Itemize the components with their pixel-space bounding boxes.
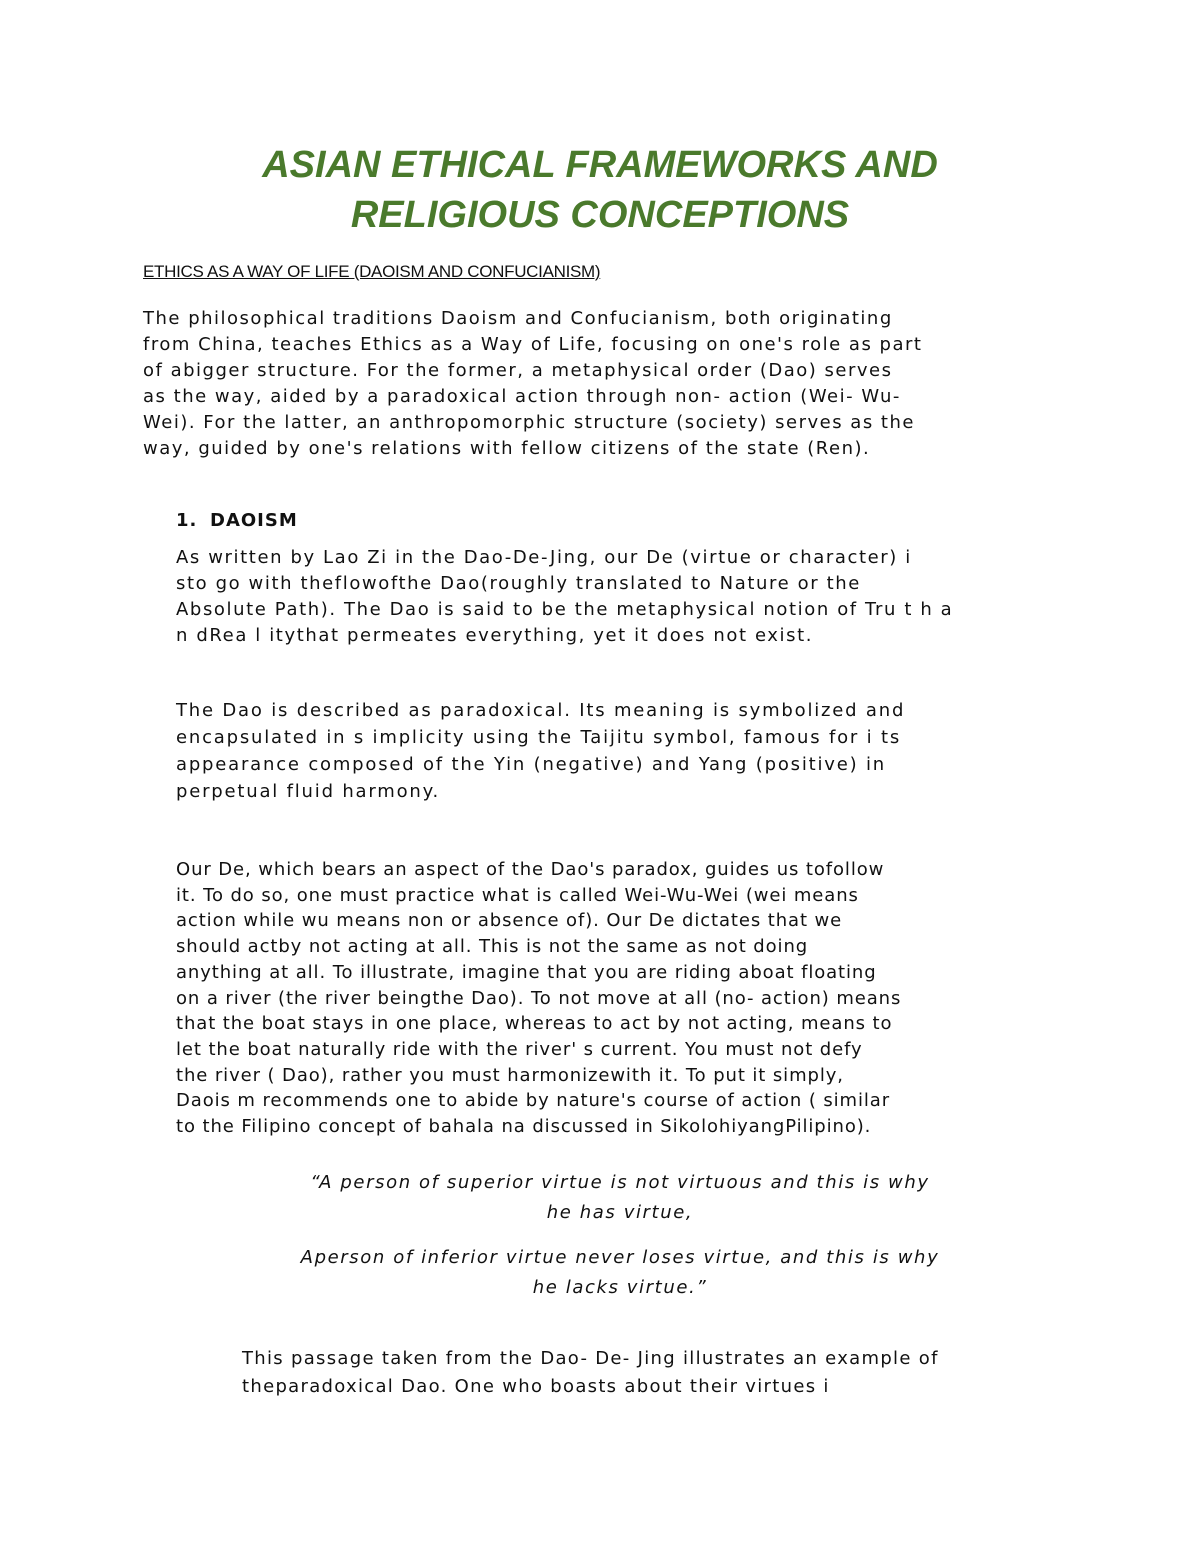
text-line: Wei). For the latter, an anthropomorphic structure (society) serves as the [143, 412, 915, 433]
document-title [200, 140, 1000, 240]
quote-stanza-1 [270, 1168, 970, 1228]
intro-paragraph [143, 306, 922, 462]
daoism-heading [176, 510, 298, 531]
text-line: The philosophical traditions Daoism and Confucianism, both originating [143, 308, 893, 329]
text-line: sto go with theflowofthe Dao(roughly translated to Nature or the [176, 573, 861, 594]
section-heading: ETHICS AS A WAY OF LIFE (DAOISM AND CONFUCIANISM) [143, 262, 601, 281]
text-line: let the boat naturally ride with the river' s current. You must not defy [176, 1038, 863, 1060]
text-line: anything at all. To illustrate, imagine that you are riding aboat floating [176, 961, 877, 983]
text-line: the river ( Dao), rather you must harmonizewith it. To put it simply, [176, 1064, 844, 1086]
text-line: way, guided by one's relations with fellow citizens of the state (Ren). [143, 438, 871, 459]
daoism-paragraph-3 [176, 857, 901, 1140]
text-line: appearance composed of the Yin (negative) and Yang (positive) in [176, 754, 886, 775]
title-line-2: RELIGIOUS CONCEPTIONS [350, 194, 850, 236]
list-number: 1. [176, 510, 198, 531]
text-line: theparadoxical Dao. One who boasts about their virtues i [242, 1376, 830, 1397]
text-line: it. To do so, one must practice what is called Wei-Wu-Wei (wei means [176, 884, 859, 906]
text-line: Absolute Path). The Dao is said to be the metaphysical notion of Tru t h a [176, 599, 954, 620]
text-line: that the boat stays in one place, whereas to act by not acting, means to [176, 1013, 893, 1035]
text-line: should actby not acting at all. This is not the same as not doing [176, 936, 809, 958]
text-line: The Dao is described as paradoxical. Its meaning is symbolized and [176, 700, 906, 721]
text-line: As written by Lao Zi in the Dao-De-Jing, our De (virtue or character) i [176, 547, 912, 568]
text-line: n dRea l itythat permeates everything, yet it does not exist. [176, 625, 814, 646]
text-line: perpetual fluid harmony. [176, 781, 440, 802]
text-line: on a river (the river beingthe Dao). To not move at all (no- action) means [176, 987, 902, 1009]
daoism-paragraph-1 [176, 545, 953, 649]
quote-line: “A person of superior virtue is not virtuous and this is why [310, 1172, 930, 1193]
quote-line: Aperson of inferior virtue never loses virtue, and this is why [300, 1247, 940, 1268]
quote-stanza-2 [270, 1243, 970, 1303]
text-line: Our De, which bears an aspect of the Dao's paradox, guides us tofollow [176, 859, 885, 880]
quote-line: he has virtue, [546, 1202, 694, 1223]
text-line: to the Filipino concept of bahala na discussed in SikolohiyangPilipino). [176, 1116, 872, 1138]
text-line: from China, teaches Ethics as a Way of Life, focusing on one's role as part [143, 334, 923, 355]
daoism-paragraph-4 [242, 1345, 939, 1401]
quote-line: he lacks virtue.” [532, 1277, 708, 1298]
daoism-heading-label: DAOISM [210, 510, 298, 531]
title-line-1: ASIAN ETHICAL FRAMEWORKS AND [262, 144, 938, 186]
text-line: This passage taken from the Dao- De- Jing illustrates an example of [242, 1348, 939, 1369]
text-line: encapsulated in s implicity using the Taijitu symbol, famous for i ts [176, 727, 901, 748]
text-line: action while wu means non or absence of). Our De dictates that we [176, 910, 843, 932]
text-line: Daois m recommends one to abide by nature's course of action ( similar [176, 1090, 891, 1112]
text-line: of abigger structure. For the former, a metaphysical order (Dao) serves [143, 360, 893, 381]
daoism-paragraph-2 [176, 697, 905, 805]
text-line: as the way, aided by a paradoxical action through non- action (Wei- Wu- [143, 386, 901, 407]
